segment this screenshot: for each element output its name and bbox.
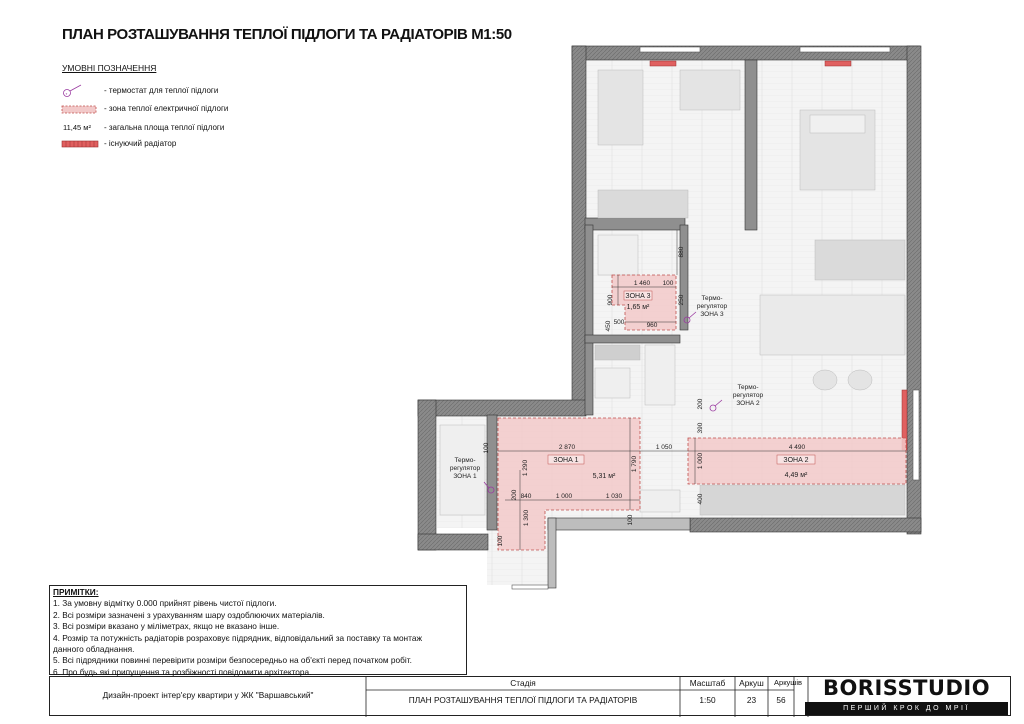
legend-item-thermostat: - термостат для теплої підлоги [104, 86, 219, 95]
svg-text:1 030: 1 030 [605, 493, 623, 500]
zone-3-area-label: 1,65 м² [626, 304, 650, 311]
svg-text:т: т [65, 91, 68, 96]
svg-text:100: 100 [662, 280, 674, 287]
brand-logo [805, 676, 1008, 716]
svg-text:100: 100 [483, 442, 490, 454]
svg-text:1 050: 1 050 [655, 444, 673, 451]
zone-1-area-label: 5,31 м² [592, 473, 616, 480]
sheets-count: 56 [776, 695, 786, 705]
svg-text:регулятор: регулятор [696, 303, 728, 310]
note-line: 3. Всі розміри вказано у міліметрах, якщо не вказано інше. [53, 621, 280, 632]
note-line: 2. Всі розміри зазначені з урахуванням шару оздоблюючих матеріалів. [53, 609, 325, 620]
page-title: ПЛАН РОЗТАШУВАННЯ ТЕПЛОЇ ПІДЛОГИ ТА РАДІАТОРІВ М1:50 [62, 26, 512, 43]
notes-box [49, 585, 467, 675]
svg-text:1 290: 1 290 [522, 459, 529, 477]
brand-name: BORISSTUDIO [822, 676, 991, 700]
svg-text:900: 900 [607, 294, 614, 306]
zone-3-name: ЗОНА 3 [625, 293, 651, 300]
svg-text:Термо-: Термо- [737, 384, 759, 391]
svg-text:450: 450 [605, 320, 612, 332]
svg-text:Термо-: Термо- [454, 457, 476, 464]
svg-text:1 300: 1 300 [523, 509, 530, 527]
svg-text:1 460: 1 460 [633, 280, 651, 287]
svg-text:ЗОНА 2: ЗОНА 2 [736, 400, 760, 407]
svg-text:2 870: 2 870 [558, 444, 576, 451]
radiator-bedroom-1 [650, 61, 676, 66]
svg-text:1 790: 1 790 [631, 455, 638, 473]
svg-text:880: 880 [678, 246, 685, 258]
svg-text:400: 400 [697, 493, 704, 505]
sheet-number: 23 [746, 695, 757, 705]
sheet-label: Аркуш [739, 678, 764, 688]
note-line: 4. Розмір та потужність радіаторів розраховує підрядник, відповідальний за поставку та монтаж [53, 632, 423, 643]
zone-2-area-label: 4,49 м² [784, 472, 808, 479]
svg-text:390: 390 [697, 422, 704, 434]
svg-text:960: 960 [646, 322, 658, 329]
legend-item-zone: - зона теплої електричної підлоги [104, 104, 229, 113]
brand-tagline: ПЕРШИЙ КРОК ДО МРІЇ [805, 702, 1008, 715]
svg-text:регулятор: регулятор [449, 465, 481, 472]
svg-text:ЗОНА 3: ЗОНА 3 [700, 311, 724, 318]
svg-text:200: 200 [511, 489, 518, 501]
scale-value: 1:50 [699, 695, 716, 705]
svg-text:500: 500 [613, 319, 625, 326]
svg-text:250: 250 [678, 294, 685, 306]
notes-heading: ПРИМІТКИ: [53, 587, 99, 597]
svg-text:1 000: 1 000 [555, 493, 573, 500]
note-line: 6. Про будь які припущення та розбіжності повідомити архітектора. [53, 666, 312, 677]
zone-2-name: ЗОНА 2 [783, 457, 809, 464]
zone-1-name: ЗОНА 1 [553, 457, 579, 464]
svg-text:200: 200 [697, 398, 704, 410]
note-line: 5. Всі підрядники повинні перевірити розміри безпосередньо на об'єкті перед початком робіт. [53, 655, 412, 666]
note-line: данного обладнання. [53, 644, 135, 655]
legend-item-area: - загальна площа теплої підлоги [104, 123, 225, 132]
radiator-bedroom-2 [825, 61, 851, 66]
note-line: 1. За умовну відмітку 0.000 прийнят рівень чистої підлоги. [53, 598, 277, 609]
stage-label: Стадія [510, 678, 536, 688]
sheets-label: Аркушів [774, 678, 802, 687]
sheet-title: ПЛАН РОЗТАШУВАННЯ ТЕПЛОЇ ПІДЛОГИ ТА РАДІАТОРІВ [408, 695, 638, 705]
svg-text:100: 100 [497, 535, 504, 547]
svg-text:1 000: 1 000 [697, 452, 704, 470]
svg-text:ЗОНА 1: ЗОНА 1 [453, 473, 477, 480]
legend-heading: УМОВНІ ПОЗНАЧЕННЯ [62, 63, 157, 73]
svg-text:Термо-: Термо- [701, 295, 723, 302]
svg-text:4 490: 4 490 [788, 444, 806, 451]
scale-label: Масштаб [689, 678, 726, 688]
svg-text:840: 840 [520, 493, 532, 500]
svg-text:100: 100 [627, 514, 634, 526]
svg-text:регулятор: регулятор [732, 392, 764, 399]
project-name: Дизайн-проект інтер'єру квартири у ЖК "Варшавський" [102, 690, 314, 700]
legend-item-radiator: - існуючий радіатор [104, 139, 177, 148]
legend-area-symbol: 11,45 м² [63, 123, 91, 132]
